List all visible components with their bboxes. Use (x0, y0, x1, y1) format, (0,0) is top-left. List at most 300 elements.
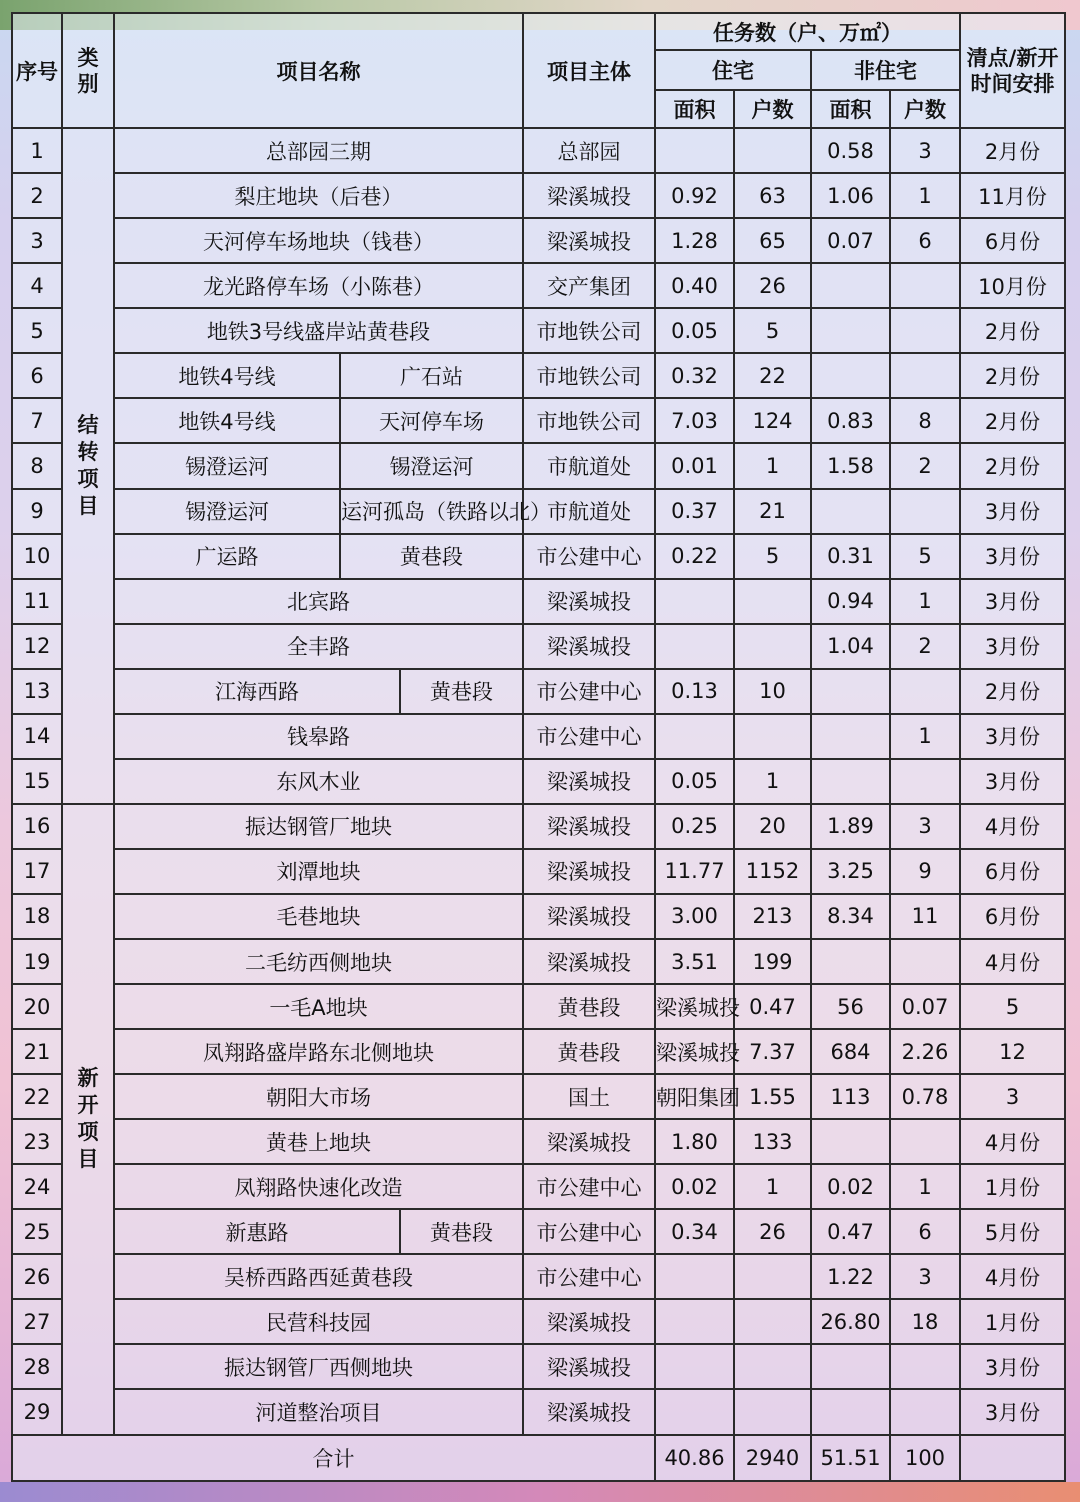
schedule-month: 6月份 (960, 894, 1065, 939)
project-name-part-b: 广石站 (340, 353, 523, 398)
residential-households: 20 (734, 804, 811, 849)
residential-households: 113 (811, 1074, 890, 1119)
row-seq: 27 (12, 1299, 62, 1344)
row-seq: 9 (12, 489, 62, 534)
nonresidential-households: 2 (890, 624, 960, 669)
residential-area: 7.37 (734, 1029, 811, 1074)
schedule-month: 2月份 (960, 353, 1065, 398)
row-seq: 11 (12, 579, 62, 624)
residential-area: 0.05 (655, 759, 734, 804)
nonresidential-area (811, 759, 890, 804)
project-name: 龙光路停车场（小陈巷） (114, 263, 523, 308)
nonresidential-area (811, 308, 890, 353)
category-char: 目 (77, 1147, 99, 1172)
nonresidential-area (811, 489, 890, 534)
project-name-part-b: 黄巷段 (400, 1209, 523, 1254)
table-row (12, 173, 1065, 218)
residential-area: 0.34 (655, 1209, 734, 1254)
nonresidential-households (890, 669, 960, 714)
residential-area: 0.40 (655, 263, 734, 308)
project-name-part-a: 广运路 (114, 534, 340, 579)
row-seq: 4 (12, 263, 62, 308)
schedule-month: 3月份 (960, 1344, 1065, 1389)
residential-area (655, 1299, 734, 1344)
project-subject: 梁溪城投 (655, 984, 734, 1029)
nonresidential-households: 3 (890, 1254, 960, 1299)
row-seq: 21 (12, 1029, 62, 1074)
residential-households: 1 (734, 1164, 811, 1209)
nonresidential-households: 1 (890, 714, 960, 759)
residential-area (655, 714, 734, 759)
project-name-part-b: 运河孤岛（铁路以北） (340, 489, 523, 534)
project-name: 二毛纺西侧地块 (114, 939, 523, 984)
nonresidential-households: 3 (890, 128, 960, 173)
row-seq: 6 (12, 353, 62, 398)
total-row (12, 1435, 1065, 1482)
total-nonresidential-area: 51.51 (811, 1435, 890, 1482)
project-name-part-a: 江海西路 (114, 669, 400, 714)
row-seq: 28 (12, 1344, 62, 1389)
project-name: 毛巷地块 (114, 894, 523, 939)
row-seq: 29 (12, 1389, 62, 1434)
total-label: 合计 (12, 1435, 655, 1482)
nonresidential-area: 26.80 (811, 1299, 890, 1344)
residential-households: 5 (734, 534, 811, 579)
project-subject: 市公建中心 (523, 1209, 655, 1254)
nonresidential-households: 18 (890, 1299, 960, 1344)
residential-households: 1152 (734, 849, 811, 894)
header-row-1 (12, 13, 1065, 50)
row-seq: 25 (12, 1209, 62, 1254)
residential-area (655, 579, 734, 624)
nonresidential-households: 6 (890, 1209, 960, 1254)
nonresidential-area: 0.07 (890, 984, 960, 1029)
project-name-part-a: 锡澄运河 (114, 443, 340, 488)
category-carryover (62, 128, 114, 804)
header-seq: 序号 (12, 13, 62, 128)
table-row (12, 1344, 1065, 1389)
table-row (12, 714, 1065, 759)
schedule-month: 3月份 (960, 759, 1065, 804)
project-name: 钱皋路 (114, 714, 523, 759)
project-subject: 交产集团 (523, 263, 655, 308)
project-subject: 梁溪城投 (523, 849, 655, 894)
residential-households: 684 (811, 1029, 890, 1074)
project-name-part-b: 黄巷段 (523, 1029, 655, 1074)
row-seq: 17 (12, 849, 62, 894)
category-char: 项 (77, 466, 99, 491)
category-char: 转 (77, 439, 99, 464)
table-row (12, 579, 1065, 624)
nonresidential-area: 1.22 (811, 1254, 890, 1299)
project-name: 地铁3号线盛岸站黄巷段 (114, 308, 523, 353)
nonresidential-area: 0.58 (811, 128, 890, 173)
table-row (12, 894, 1065, 939)
nonresidential-households: 1 (890, 579, 960, 624)
nonresidential-households: 5 (890, 534, 960, 579)
row-seq: 24 (12, 1164, 62, 1209)
nonresidential-households: 9 (890, 849, 960, 894)
residential-households (734, 1344, 811, 1389)
nonresidential-area: 0.07 (811, 218, 890, 263)
nonresidential-households: 6 (890, 218, 960, 263)
header-nonres-households: 户数 (890, 90, 960, 128)
row-seq: 3 (12, 218, 62, 263)
residential-households (734, 579, 811, 624)
nonresidential-area: 0.02 (811, 1164, 890, 1209)
nonresidential-households: 3 (890, 804, 960, 849)
residential-households: 22 (734, 353, 811, 398)
project-name: 全丰路 (114, 624, 523, 669)
project-subject: 市公建中心 (523, 1254, 655, 1299)
row-seq: 5 (12, 308, 62, 353)
row-seq: 14 (12, 714, 62, 759)
project-subject: 梁溪城投 (523, 894, 655, 939)
residential-households: 26 (734, 1209, 811, 1254)
residential-area: 11.77 (655, 849, 734, 894)
bottom-decoration (0, 1482, 1080, 1502)
nonresidential-households (890, 353, 960, 398)
row-seq: 22 (12, 1074, 62, 1119)
nonresidential-households (890, 308, 960, 353)
table-row (12, 984, 1065, 1029)
project-subject: 梁溪城投 (523, 759, 655, 804)
nonresidential-area: 8.34 (811, 894, 890, 939)
total-schedule (960, 1435, 1065, 1482)
header-category-text: 类别 (77, 45, 99, 96)
residential-households: 1 (734, 759, 811, 804)
category-char: 新 (77, 1066, 99, 1091)
table-row (12, 1074, 1065, 1119)
residential-area: 1.80 (655, 1119, 734, 1164)
project-name: 振达钢管厂地块 (114, 804, 523, 849)
row-seq: 23 (12, 1119, 62, 1164)
residential-households: 26 (734, 263, 811, 308)
table-row (12, 128, 1065, 173)
project-name: 黄巷上地块 (114, 1119, 523, 1164)
residential-area (655, 624, 734, 669)
category-new (62, 804, 114, 1435)
residential-households: 1 (734, 443, 811, 488)
residential-area (655, 128, 734, 173)
nonresidential-area (811, 714, 890, 759)
schedule-month: 4月份 (960, 1119, 1065, 1164)
schedule-month: 3月份 (960, 1389, 1065, 1434)
nonresidential-households (890, 1344, 960, 1389)
residential-households (734, 1299, 811, 1344)
table-row (12, 308, 1065, 353)
nonresidential-households (890, 489, 960, 534)
project-name: 吴桥西路西延黄巷段 (114, 1254, 523, 1299)
table-row (12, 624, 1065, 669)
category-char: 项 (77, 1120, 99, 1145)
nonresidential-households: 3 (960, 1074, 1065, 1119)
schedule-month: 3月份 (960, 534, 1065, 579)
table-row (12, 1389, 1065, 1434)
residential-area (655, 1389, 734, 1434)
category-char: 开 (77, 1093, 99, 1118)
residential-households: 65 (734, 218, 811, 263)
row-seq: 13 (12, 669, 62, 714)
residential-area: 0.22 (655, 534, 734, 579)
nonresidential-households: 1 (890, 1164, 960, 1209)
residential-area: 3.51 (655, 939, 734, 984)
schedule-month: 6月份 (960, 849, 1065, 894)
header-nonres-area: 面积 (811, 90, 890, 128)
header-category (62, 13, 114, 128)
residential-area: 0.37 (655, 489, 734, 534)
nonresidential-area: 1.06 (811, 173, 890, 218)
project-name-part-b: 天河停车场 (340, 398, 523, 443)
project-name: 河道整治项目 (114, 1389, 523, 1434)
table-row (12, 489, 1065, 534)
residential-households (734, 1254, 811, 1299)
project-subject: 市地铁公司 (523, 353, 655, 398)
residential-area: 0.01 (655, 443, 734, 488)
project-name: 民营科技园 (114, 1299, 523, 1344)
row-seq: 19 (12, 939, 62, 984)
nonresidential-households: 2 (890, 443, 960, 488)
project-subject: 梁溪城投 (523, 1344, 655, 1389)
project-subject: 总部园 (523, 128, 655, 173)
nonresidential-area: 0.47 (811, 1209, 890, 1254)
residential-area: 0.02 (655, 1164, 734, 1209)
project-name: 北宾路 (114, 579, 523, 624)
project-name-part-b: 黄巷段 (523, 984, 655, 1029)
table-row (12, 669, 1065, 714)
project-name: 凤翔路快速化改造 (114, 1164, 523, 1209)
project-name-part-b: 黄巷段 (400, 669, 523, 714)
header-subject: 项目主体 (523, 13, 655, 128)
project-name-part-b: 锡澄运河 (340, 443, 523, 488)
header-project-name: 项目名称 (114, 13, 523, 128)
nonresidential-area: 1.58 (811, 443, 890, 488)
project-name-part-b: 国土 (523, 1074, 655, 1119)
project-subject: 梁溪城投 (655, 1029, 734, 1074)
table-row (12, 263, 1065, 308)
category-char: 结 (77, 412, 99, 437)
nonresidential-area: 2.26 (890, 1029, 960, 1074)
schedule-month: 6月份 (960, 218, 1065, 263)
nonresidential-households: 5 (960, 984, 1065, 1029)
schedule-month: 4月份 (960, 1254, 1065, 1299)
table-row (12, 1029, 1065, 1074)
residential-households: 213 (734, 894, 811, 939)
residential-households: 5 (734, 308, 811, 353)
project-subject: 梁溪城投 (523, 579, 655, 624)
project-name-part-a: 锡澄运河 (114, 489, 340, 534)
nonresidential-households: 12 (960, 1029, 1065, 1074)
total-residential-households: 2940 (734, 1435, 811, 1482)
project-name: 刘潭地块 (114, 849, 523, 894)
nonresidential-households: 8 (890, 398, 960, 443)
table-row (12, 849, 1065, 894)
residential-households: 10 (734, 669, 811, 714)
residential-households (734, 714, 811, 759)
project-subject: 市航道处 (523, 489, 655, 534)
table-row (12, 353, 1065, 398)
project-name-part-a: 地铁4号线 (114, 398, 340, 443)
header-nonresidential: 非住宅 (811, 50, 960, 90)
project-name-part-b: 黄巷段 (340, 534, 523, 579)
project-name: 东风木业 (114, 759, 523, 804)
nonresidential-households (890, 1119, 960, 1164)
residential-area: 0.92 (655, 173, 734, 218)
header-res-households: 户数 (734, 90, 811, 128)
schedule-month: 1月份 (960, 1164, 1065, 1209)
project-subject: 梁溪城投 (523, 1299, 655, 1344)
table-row (12, 398, 1065, 443)
residential-households: 21 (734, 489, 811, 534)
project-subject: 市公建中心 (523, 1164, 655, 1209)
nonresidential-area: 1.04 (811, 624, 890, 669)
row-seq: 1 (12, 128, 62, 173)
schedule-month: 3月份 (960, 714, 1065, 759)
project-name-part-a: 凤翔路盛岸路东北侧地块 (114, 1029, 523, 1074)
schedule-month: 10月份 (960, 263, 1065, 308)
schedule-month: 3月份 (960, 624, 1065, 669)
header-task-group: 任务数（户、万㎡） (655, 13, 960, 50)
nonresidential-area: 0.94 (811, 579, 890, 624)
residential-area: 0.13 (655, 669, 734, 714)
table-row (12, 1119, 1065, 1164)
residential-households: 63 (734, 173, 811, 218)
nonresidential-area: 1.89 (811, 804, 890, 849)
row-seq: 18 (12, 894, 62, 939)
row-seq: 20 (12, 984, 62, 1029)
nonresidential-households (890, 1389, 960, 1434)
schedule-month: 2月份 (960, 398, 1065, 443)
residential-area (655, 1254, 734, 1299)
row-seq: 10 (12, 534, 62, 579)
nonresidential-households: 1 (890, 173, 960, 218)
schedule-month: 2月份 (960, 669, 1065, 714)
table-row (12, 534, 1065, 579)
table-row (12, 804, 1065, 849)
nonresidential-households: 11 (890, 894, 960, 939)
schedule-month: 5月份 (960, 1209, 1065, 1254)
header-schedule (960, 13, 1065, 128)
schedule-month: 4月份 (960, 804, 1065, 849)
row-seq: 12 (12, 624, 62, 669)
nonresidential-area: 0.78 (890, 1074, 960, 1119)
table-row (12, 759, 1065, 804)
header-schedule-line-2: 时间安排 (970, 71, 1055, 96)
project-subject: 市航道处 (523, 443, 655, 488)
schedule-month: 4月份 (960, 939, 1065, 984)
schedule-month: 2月份 (960, 308, 1065, 353)
row-seq: 7 (12, 398, 62, 443)
header-residential: 住宅 (655, 50, 811, 90)
residential-households: 133 (734, 1119, 811, 1164)
project-subject: 梁溪城投 (523, 1389, 655, 1434)
nonresidential-households (890, 263, 960, 308)
table-row (12, 218, 1065, 263)
nonresidential-households (890, 759, 960, 804)
project-subject: 梁溪城投 (523, 624, 655, 669)
residential-households: 56 (811, 984, 890, 1029)
project-subject: 市地铁公司 (523, 308, 655, 353)
schedule-month: 3月份 (960, 489, 1065, 534)
residential-households (734, 624, 811, 669)
residential-area: 0.47 (734, 984, 811, 1029)
schedule-month: 11月份 (960, 173, 1065, 218)
project-subject: 市公建中心 (523, 669, 655, 714)
residential-households (734, 1389, 811, 1434)
residential-area: 3.00 (655, 894, 734, 939)
nonresidential-area (811, 1389, 890, 1434)
residential-area: 1.55 (734, 1074, 811, 1119)
project-name: 总部园三期 (114, 128, 523, 173)
row-seq: 15 (12, 759, 62, 804)
row-seq: 2 (12, 173, 62, 218)
project-subject: 市地铁公司 (523, 398, 655, 443)
residential-area: 7.03 (655, 398, 734, 443)
table-row (12, 1254, 1065, 1299)
schedule-month: 2月份 (960, 128, 1065, 173)
project-name-part-a: 地铁4号线 (114, 353, 340, 398)
project-subject: 梁溪城投 (523, 939, 655, 984)
header-schedule-line-1: 清点/新开 (966, 45, 1059, 70)
project-subject: 梁溪城投 (523, 218, 655, 263)
category-char: 目 (77, 493, 99, 518)
project-name: 振达钢管厂西侧地块 (114, 1344, 523, 1389)
project-subject: 市公建中心 (523, 714, 655, 759)
nonresidential-area (811, 353, 890, 398)
residential-area: 1.28 (655, 218, 734, 263)
project-name: 梨庄地块（后巷） (114, 173, 523, 218)
schedule-month: 1月份 (960, 1299, 1065, 1344)
residential-area: 0.32 (655, 353, 734, 398)
row-seq: 8 (12, 443, 62, 488)
project-table (11, 12, 1066, 1482)
residential-households: 124 (734, 398, 811, 443)
row-seq: 16 (12, 804, 62, 849)
nonresidential-area: 0.83 (811, 398, 890, 443)
schedule-month: 2月份 (960, 443, 1065, 488)
nonresidential-area: 0.31 (811, 534, 890, 579)
project-name-part-a: 一毛A地块 (114, 984, 523, 1029)
nonresidential-area: 3.25 (811, 849, 890, 894)
project-subject: 梁溪城投 (523, 804, 655, 849)
residential-households: 199 (734, 939, 811, 984)
nonresidential-area (811, 1119, 890, 1164)
nonresidential-area (811, 1344, 890, 1389)
nonresidential-area (811, 669, 890, 714)
project-subject: 梁溪城投 (523, 1119, 655, 1164)
residential-area: 0.25 (655, 804, 734, 849)
project-name-part-a: 朝阳大市场 (114, 1074, 523, 1119)
project-subject: 市公建中心 (523, 534, 655, 579)
table-row (12, 1164, 1065, 1209)
table-row (12, 1209, 1065, 1254)
nonresidential-households (890, 939, 960, 984)
nonresidential-area (811, 939, 890, 984)
table-row (12, 443, 1065, 488)
total-nonresidential-households: 100 (890, 1435, 960, 1482)
nonresidential-area (811, 263, 890, 308)
row-seq: 26 (12, 1254, 62, 1299)
project-name: 天河停车场地块（钱巷） (114, 218, 523, 263)
table-row (12, 939, 1065, 984)
residential-area (655, 1344, 734, 1389)
header-res-area: 面积 (655, 90, 734, 128)
schedule-month: 3月份 (960, 579, 1065, 624)
project-subject: 梁溪城投 (523, 173, 655, 218)
table-row (12, 1299, 1065, 1344)
total-residential-area: 40.86 (655, 1435, 734, 1482)
residential-households (734, 128, 811, 173)
